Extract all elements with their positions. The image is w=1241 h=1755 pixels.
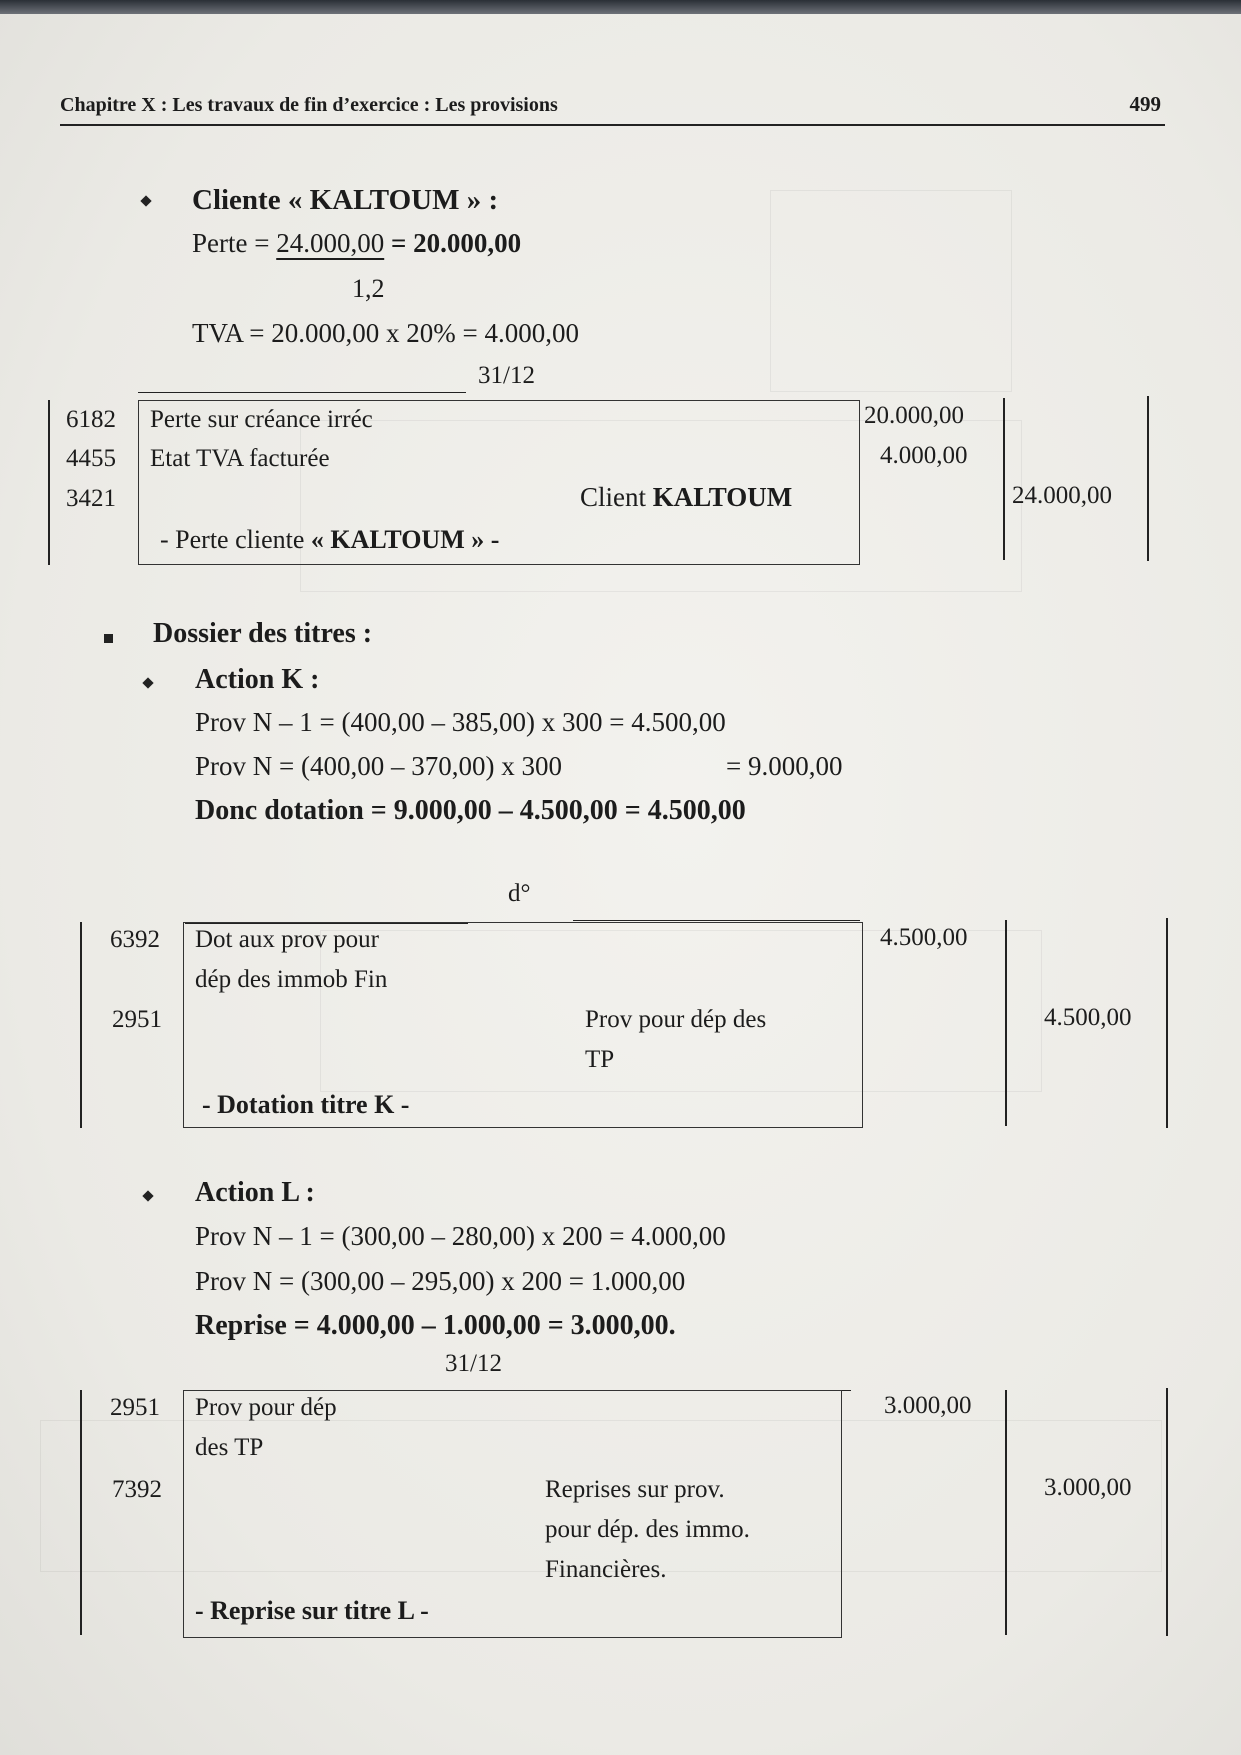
action-k-dotation: Donc dotation = 9.000,00 – 4.500,00 = 4.500,00 [195, 795, 746, 826]
account-label: Etat TVA facturée [150, 445, 330, 472]
titres-heading: Dossier des titres : [153, 618, 373, 649]
account-number: 6182 [66, 406, 116, 433]
journal-credit-rule [1166, 1388, 1168, 1636]
tva-formula: TVA = 20.000,00 x 20% = 4.000,00 [192, 318, 579, 348]
entry-date-rule-left [138, 392, 466, 393]
entry-date-rule-right [573, 920, 860, 921]
perte-numerator: 24.000,00 [276, 228, 385, 258]
chapter-title: Chapitre X : Les travaux de fin d’exercice : Les provisions [60, 94, 558, 116]
perte-prefix: Perte = [192, 228, 277, 258]
action-l-prov-n-1: Prov N – 1 = (300,00 – 280,00) x 200 = 4.000,00 [195, 1221, 726, 1251]
entry-date: d° [508, 880, 531, 907]
debit-amount: 4.500,00 [880, 924, 968, 951]
account-label: Perte sur créance irréc [150, 406, 373, 433]
perte-result: = 20.000,00 [384, 228, 522, 258]
credit-amount: 24.000,00 [1012, 482, 1112, 509]
entry-description: - Dotation titre K - [202, 1090, 410, 1119]
entry-description: - Perte cliente « KALTOUM » - [160, 525, 500, 554]
account-label: Client KALTOUM [580, 482, 793, 512]
bullet-square-icon [104, 634, 113, 643]
journal-left-rule [80, 922, 82, 1128]
journal-credit-rule [1166, 918, 1168, 1128]
debit-amount: 3.000,00 [884, 1392, 972, 1419]
account-label: Prov pour dép [195, 1394, 337, 1421]
entry-date: 31/12 [478, 362, 535, 389]
credit-amount: 3.000,00 [1044, 1474, 1132, 1501]
account-label: des TP [195, 1434, 264, 1461]
account-number: 6392 [110, 926, 160, 953]
entry-description: - Reprise sur titre L - [195, 1596, 429, 1625]
action-l-prov-n: Prov N = (300,00 – 295,00) x 200 = 1.000,00 [195, 1266, 686, 1296]
action-l-reprise: Reprise = 4.000,00 – 1.000,00 = 3.000,00. [195, 1310, 676, 1341]
scan-top-edge [0, 0, 1241, 14]
action-k-prov-n-1: Prov N – 1 = (400,00 – 385,00) x 300 = 4.500,00 [195, 707, 726, 737]
debit-amount: 4.000,00 [880, 442, 968, 469]
journal-debit-rule [1005, 920, 1007, 1126]
account-number: 2951 [110, 1394, 160, 1421]
account-number: 2951 [112, 1006, 162, 1033]
credit-amount: 4.500,00 [1044, 1004, 1132, 1031]
debit-amount: 20.000,00 [864, 402, 964, 429]
account-label: Reprises sur prov. [545, 1476, 725, 1503]
account-label: pour dép. des immo. [545, 1516, 750, 1543]
perte-formula [192, 228, 521, 259]
kaltoum-heading: Cliente « KALTOUM » : [192, 184, 499, 216]
page-number: 499 [1129, 92, 1161, 116]
account-number: 7392 [112, 1476, 162, 1503]
account-label: dép des immob Fin [195, 966, 388, 993]
running-header [60, 86, 1165, 126]
journal-credit-rule [1147, 396, 1149, 561]
show-through-frame [770, 190, 1012, 392]
account-label: Dot aux prov pour [195, 926, 379, 953]
perte-denominator: 1,2 [352, 274, 385, 303]
action-k-heading: Action K : [195, 664, 320, 695]
account-label: Financières. [545, 1556, 667, 1583]
journal-debit-rule [1003, 398, 1005, 560]
action-k-prov-n-value: = 9.000,00 [726, 751, 843, 781]
account-label: Prov pour dép des [585, 1006, 767, 1033]
journal-left-rule [48, 400, 50, 565]
entry-date: 31/12 [445, 1350, 502, 1377]
action-l-heading: Action L : [195, 1177, 315, 1208]
account-number: 3421 [66, 485, 116, 512]
action-k-prov-n: Prov N = (400,00 – 370,00) x 300 [195, 751, 562, 781]
journal-left-rule [80, 1390, 82, 1635]
account-number: 4455 [66, 445, 116, 472]
journal-debit-rule [1005, 1390, 1007, 1635]
account-label: TP [585, 1046, 615, 1073]
